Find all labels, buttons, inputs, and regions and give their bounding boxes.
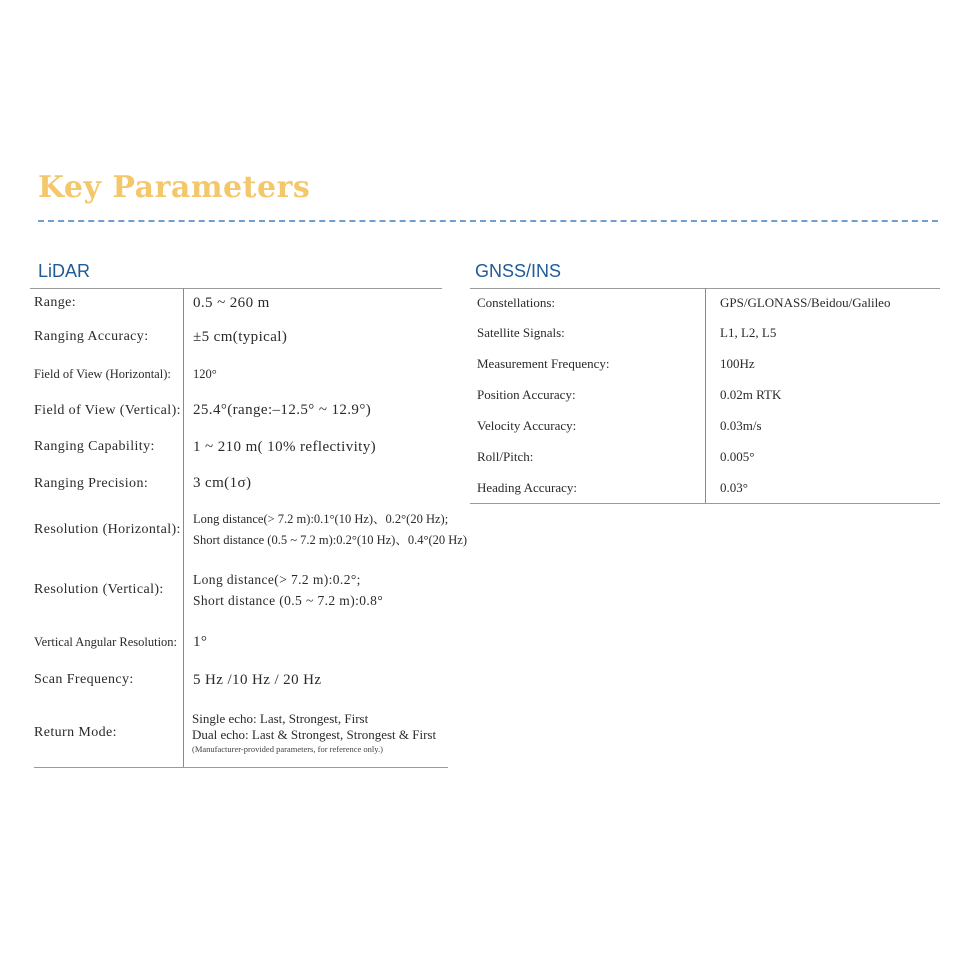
param-label: Return Mode: [34,724,117,740]
column-divider [183,392,184,429]
lidar-table-bottom-divider [34,767,448,768]
param-value [193,662,321,698]
lidar-section-heading: LiDAR [38,261,91,281]
param-value-text: 3 cm(1σ) [193,475,252,491]
column-divider [183,698,184,767]
lidar-row-resolution-vertical [30,558,448,622]
lidar-row-scan-frequency [30,662,448,698]
lidar-row-ranging-precision [30,465,448,502]
param-value-text: ±5 cm(typical) [193,328,288,345]
param-label: Ranging Capability: [34,439,155,454]
param-value-text: 0.03m/s [720,417,762,433]
param-label: Range: [34,295,77,310]
column-divider [183,662,184,698]
param-value-text: 100Hz [720,355,755,371]
gnss-table-bottom-divider [470,503,940,504]
param-label: Scan Frequency: [34,672,134,687]
column-divider [183,356,184,392]
param-value [193,502,467,558]
gnss-row-satellite-signals [470,317,940,348]
column-divider [705,441,706,472]
param-value-line-2: Dual echo: Last & Strongest, Strongest & First [192,726,437,742]
param-label: Field of View (Vertical): [34,402,181,418]
lidar-row-resolution-horizontal [30,502,467,558]
param-value [720,317,776,348]
column-divider [183,288,184,318]
param-value-line-2: Short distance (0.5 ~ 7.2 m):0.8° [193,593,384,608]
lidar-row-range [30,288,448,318]
column-divider [183,429,184,465]
reference-note: (Manufacturer-provided parameters, for reference only.) [192,743,383,754]
param-value [193,318,287,356]
param-value [193,356,217,392]
param-value-text: 25.4°(range:–12.5° ~ 12.9°) [193,402,372,418]
param-label: Constellations: [477,294,555,310]
param-label: Resolution (Vertical): [34,582,164,597]
param-label: Resolution (Horizontal): [34,522,181,537]
lidar-row-ranging-accuracy [30,318,448,356]
title-dashed-divider [38,220,938,222]
param-value-line-1: Long distance(> 7.2 m):0.2°; [193,572,361,587]
param-value-line-1: Long distance(> 7.2 m):0.1°(10 Hz)、0.2°(20 Hz); [193,512,449,526]
param-value-text: GPS/GLONASS/Beidou/Galileo [720,294,891,310]
param-value [720,379,781,410]
lidar-row-return-mode [30,698,448,767]
param-label: Ranging Accuracy: [34,329,149,344]
param-value-text: 1 ~ 210 m( 10% reflectivity) [193,438,377,455]
page-title: Key Parameters [38,170,311,205]
param-label: Field of View (Horizontal): [34,366,171,381]
gnss-row-constellations [470,288,940,317]
column-divider [183,622,184,662]
param-value [193,392,371,429]
column-divider [705,288,706,317]
param-label: Heading Accuracy: [477,479,577,495]
gnss-row-heading-accuracy [470,472,940,503]
param-value-line-2: Short distance (0.5 ~ 7.2 m):0.2°(10 Hz)、0.4°(20 Hz) [193,533,467,547]
param-label: Roll/Pitch: [477,448,534,464]
column-divider [705,379,706,410]
param-value [193,465,251,502]
param-value [720,472,748,503]
param-label: Ranging Precision: [34,475,149,491]
param-value [193,429,376,465]
column-divider [705,317,706,348]
param-value [720,348,755,379]
param-label: Position Accuracy: [477,386,576,402]
param-value [720,288,890,317]
gnss-row-measurement-frequency [470,348,940,379]
param-value-text: 5 Hz /10 Hz / 20 Hz [193,671,322,688]
param-value [193,622,207,662]
column-divider [705,410,706,441]
param-label: Satellite Signals: [477,324,565,340]
gnss-row-position-accuracy [470,379,940,410]
lidar-row-fov-vertical [30,392,448,429]
param-value-text: L1, L2, L5 [720,324,777,340]
lidar-parameters-table [30,288,467,767]
param-label: Vertical Angular Resolution: [34,634,178,649]
param-label: Measurement Frequency: [477,355,610,371]
column-divider [183,502,184,558]
lidar-row-vertical-angular-resolution [30,622,448,662]
column-divider [705,348,706,379]
param-value [193,288,270,318]
gnss-row-velocity-accuracy [470,410,940,441]
column-divider [183,318,184,356]
param-value-text: 0.03° [720,479,748,495]
param-value-text: 0.5 ~ 260 m [193,294,270,311]
param-value [720,441,754,472]
param-value-text: 0.02m RTK [720,386,782,402]
gnss-section-heading: GNSS/INS [475,261,562,281]
param-value-line-1: Single echo: Last, Strongest, First [192,710,369,726]
column-divider [183,558,184,622]
param-value [720,410,762,441]
param-value-text: 0.005° [720,448,755,464]
param-value-text: 120° [193,366,217,381]
param-value [192,698,436,767]
gnss-parameters-table [470,288,940,503]
column-divider [705,472,706,503]
column-divider [183,465,184,502]
param-label: Velocity Accuracy: [477,417,577,433]
param-value [193,558,383,622]
lidar-row-fov-horizontal [30,356,448,392]
gnss-row-roll-pitch [470,441,940,472]
param-value-text: 1° [193,633,208,650]
lidar-row-ranging-capability [30,429,448,465]
